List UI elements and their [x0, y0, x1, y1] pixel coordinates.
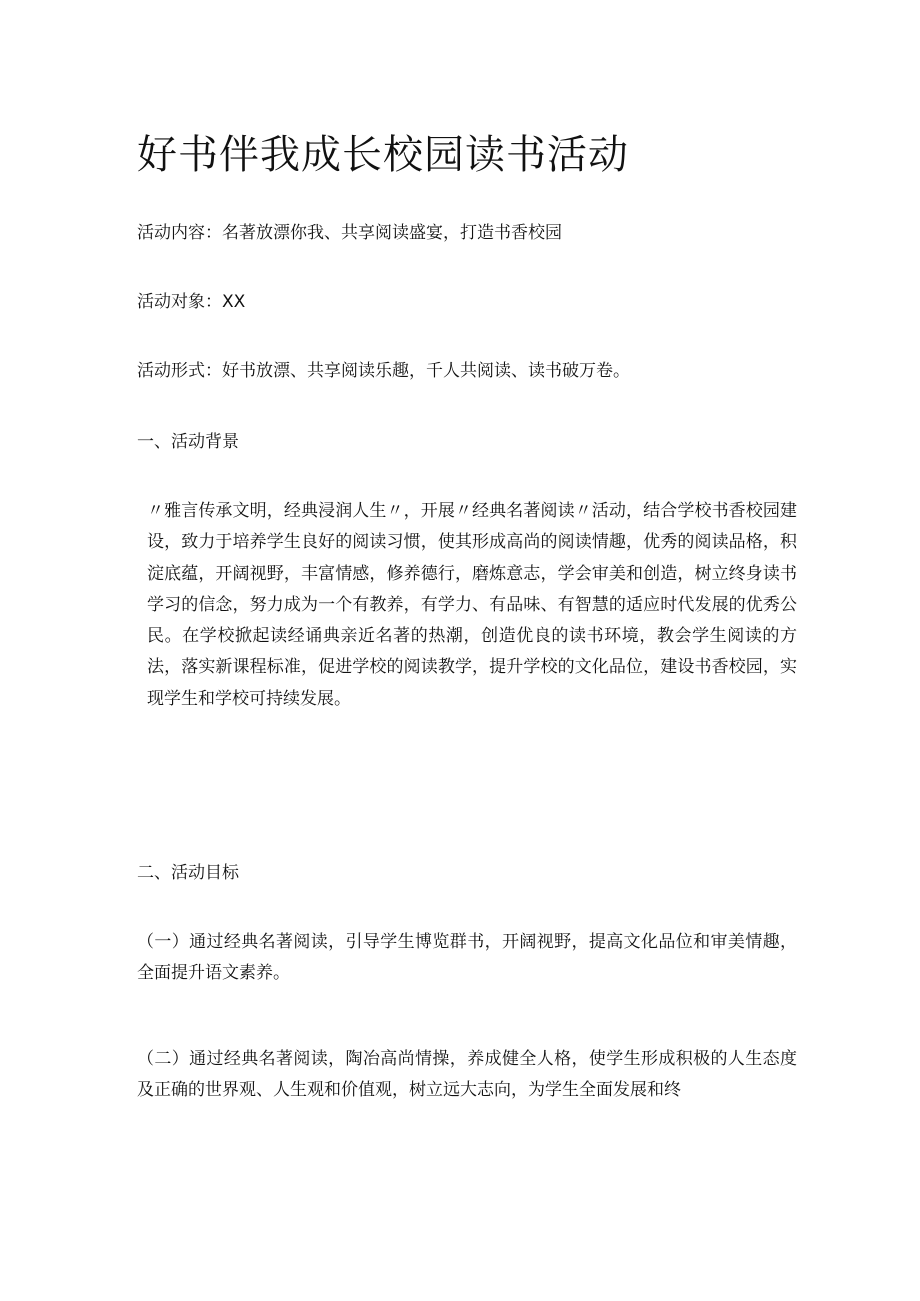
activity-content-line: 活动内容：名著放漂你我、共享阅读盛宴，打造书香校园 — [137, 223, 562, 243]
background-paragraph: 〃雅言传承文明，经典浸润人生〃，开展〃经典名著阅读〃活动，结合学校书香校园建设，致力于培养学生良好的阅读习惯，使其形成高尚的阅读情趣，优秀的阅读品格，积淀底蕴，开阔视野，丰富情感，修养德行，磨炼意志，学会审美和创造，树立终身读书学习的信念，努力成为一个有教养，有学力、有品味、有智慧的适应时代发展的优秀公民。在学校掀起读经诵典亲近名著的热潮，创造优良的读书环境，教会学生阅读的方法，落实新课程标准，促进学校的阅读教学，提升学校的文化品位，建设书香校园，实现学生和学校可持续发展。 — [147, 501, 797, 709]
goal-item-2: （二）通过经典名著阅读，陶冶高尚情操，养成健全人格，使学生形成积极的人生态度及正确的世界观、人生观和价值观，树立远大志向，为学生全面发展和终 — [137, 1049, 797, 1101]
document-title: 好书伴我成长校园读书活动 — [137, 132, 629, 178]
goal-item-1: （一）通过经典名著阅读，引导学生博览群书，开阔视野，提高文化品位和审美情趣，全面提升语文素养。 — [137, 932, 797, 984]
section-heading-goals: 二、活动目标 — [137, 863, 239, 883]
section-heading-background: 一、活动背景 — [137, 432, 239, 452]
activity-target-line: 活动对象：XX — [137, 292, 246, 312]
activity-form-line: 活动形式：好书放漂、共享阅读乐趣，千人共阅读、读书破万卷。 — [137, 361, 630, 381]
